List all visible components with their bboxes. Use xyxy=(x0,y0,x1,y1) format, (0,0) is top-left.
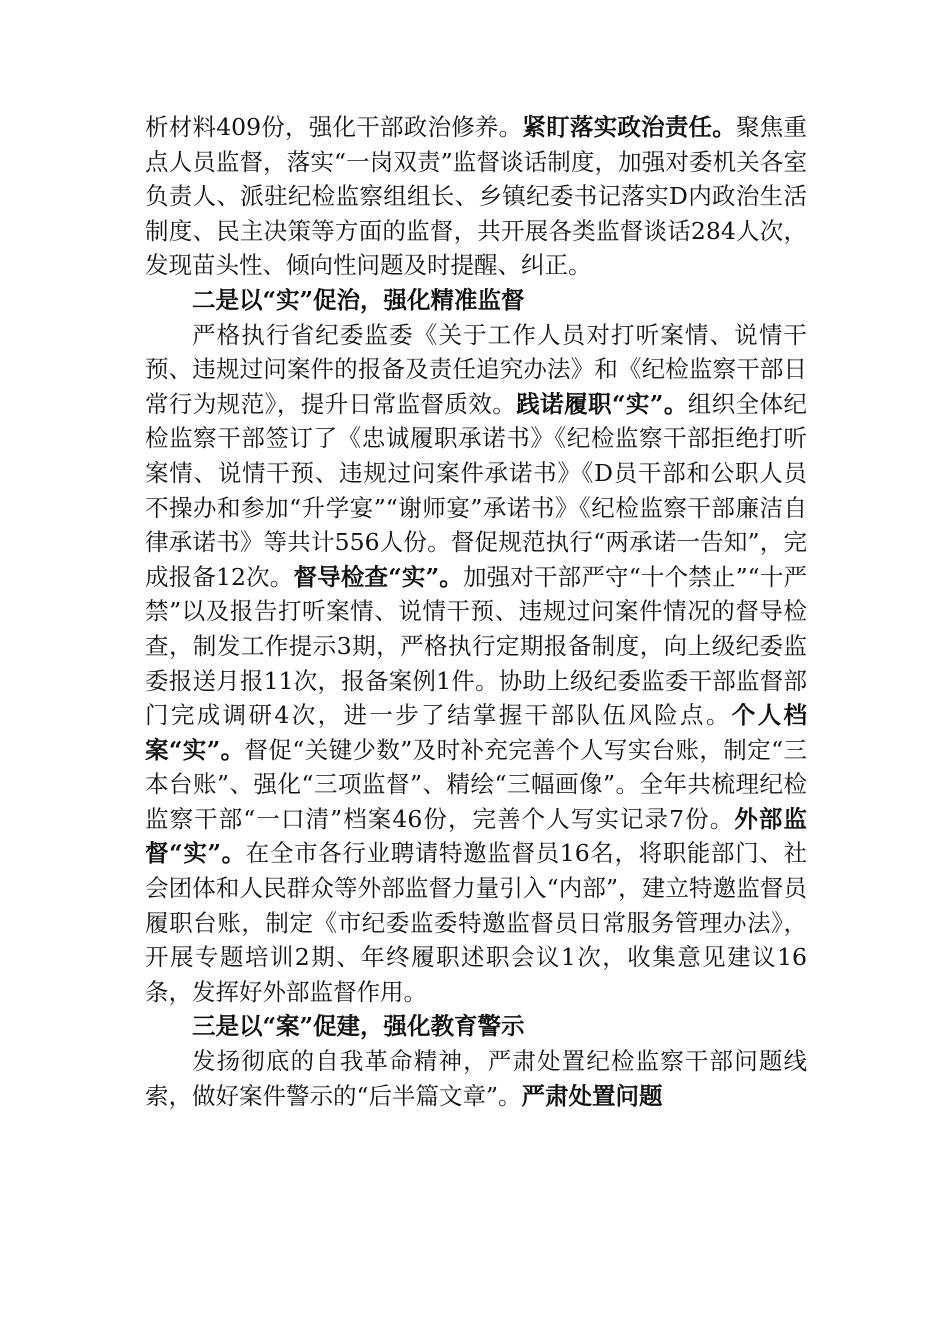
paragraph-text: 聚焦重点人员监督，落实“一岗双责”监督谈话制度，加强对委机关各室负责人、派驻纪检监察组组长、乡镇纪委书记落实D内政治生活制度、民主决策等方面的监督，共开展各类监督谈话284人次，发现苗头性、倾向性问题及时提醒、纠正。 xyxy=(145,113,808,280)
document-page xyxy=(145,110,807,1113)
bold-subheading: 个人档案“实”。 xyxy=(145,701,807,764)
paragraph-text: 析材料409份，强化干部政治修养。 xyxy=(145,113,523,141)
paragraph-text: 督促“关键少数”及时补充完善个人写实台账，制定“三本台账”、强化“三项监督”、精绘“三幅画像”。全年共梳理纪检监察干部“一口清”档案46份，完善个人写实记录7份。 xyxy=(145,735,807,833)
paragraph-text: 在全市各行业聘请特邀监督员16名，将职能部门、社会团体和人民群众等外部监督力量引入“内部”，建立特邀监督员履职台账，制定《市纪委监委特邀监督员日常服务管理办法》，开展专题培训2期、年终履职述职会议1次，收集意见建议16条，发挥好外部监督作用。 xyxy=(145,839,807,1006)
bold-subheading: 外部监督“实”。 xyxy=(145,804,807,868)
paragraph-political-responsibility xyxy=(145,110,807,283)
paragraph-text: 加强对干部严守“十个禁止”“十严禁”以及报告打听案情、说情干预、违规过问案件情况的督导检查，制发工作提示3期，严格执行定期报备制度，向上级纪委监委报送月报11次，报备案例1件。协助上级纪委监委干部监督部门完成调研4次，进一步了结掌握干部队伍风险点。 xyxy=(145,562,807,730)
paragraph-precise-supervision xyxy=(145,318,807,1010)
paragraph-text: 严格执行省纪委监委《关于工作人员对打听案情、说情干预、违规过问案件的报备及责任追究办法》和《纪检监察干部日常行为规范》，提升日常监督质效。 xyxy=(145,320,807,418)
bold-subheading: 严肃处置问题 xyxy=(521,1081,663,1110)
paragraph-case-warning xyxy=(145,1044,807,1113)
section-heading-2: 二是以“实”促治，强化精准监督 xyxy=(192,285,525,314)
paragraph-text: 发扬彻底的自我革命精神，严肃处置纪检监察干部问题线索，做好案件警示的“后半篇文章”。 xyxy=(145,1047,807,1110)
section-heading-3: 三是以“案”促建，强化教育警示 xyxy=(192,1012,525,1041)
paragraph-text: 组织全体纪检监察干部签订了《忠诚履职承诺书》《纪检监察干部拒绝打听案情、说情干预、违规过问案件承诺书》《D员干部和公职人员不操办和参加“升学宴”“谢师宴”承诺书》《纪检监察干部廉洁自律承诺书》等共计556人份。督促规范执行“两承诺一告知”，完成报备12次。 xyxy=(145,389,808,591)
bold-subheading: 紧盯落实政治责任。 xyxy=(522,113,737,141)
bold-subheading: 践诺履职“实”。 xyxy=(516,389,688,418)
bold-subheading: 督导检查“实”。 xyxy=(293,562,463,591)
